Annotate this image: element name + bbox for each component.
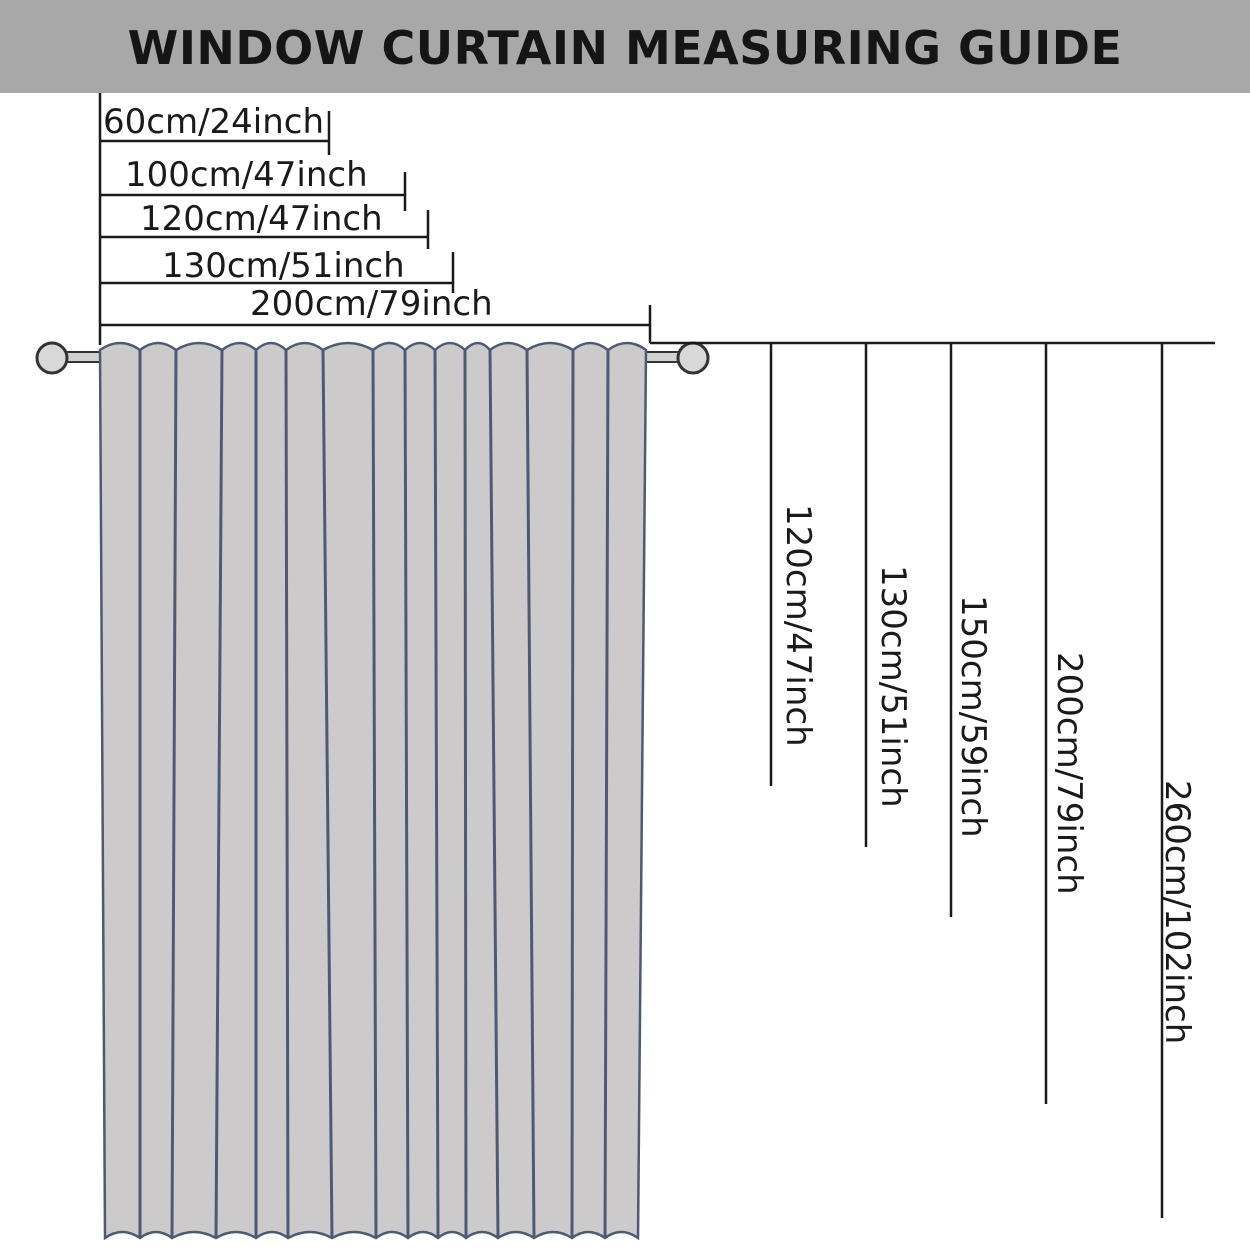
width-label: 200cm/79inch [250,284,493,324]
length-label: 130cm/51inch [873,565,913,808]
length-measurements [650,343,1215,1218]
curtain-pleat-line [286,350,288,1238]
length-label: 150cm/59inch [953,595,993,838]
width-label: 60cm/24inch [103,102,325,142]
width-label: 120cm/47inch [140,199,383,239]
width-measure-200 [100,284,650,343]
rod-finial-left [37,343,67,373]
length-label: 120cm/47inch [778,504,818,747]
rod-finial-right [678,343,708,373]
curtain-pleat-line [572,350,573,1238]
length-label: 260cm/102inch [1157,780,1197,1045]
width-measure-120 [100,199,428,249]
length-measure-130 [866,343,913,847]
width-label: 130cm/51inch [162,246,405,286]
page-title: WINDOW CURTAIN MEASURING GUIDE [127,21,1123,75]
width-measure-60 [100,102,329,155]
curtain-panel [100,343,646,1238]
length-measure-150 [951,343,993,917]
width-label: 100cm/47inch [125,155,368,195]
width-measurements [100,93,650,345]
curtain-pleat-line [465,350,466,1238]
length-label: 200cm/79inch [1049,652,1089,895]
length-measure-200 [1046,343,1089,1104]
length-measure-120 [771,343,818,786]
length-measure-260 [1157,343,1197,1218]
